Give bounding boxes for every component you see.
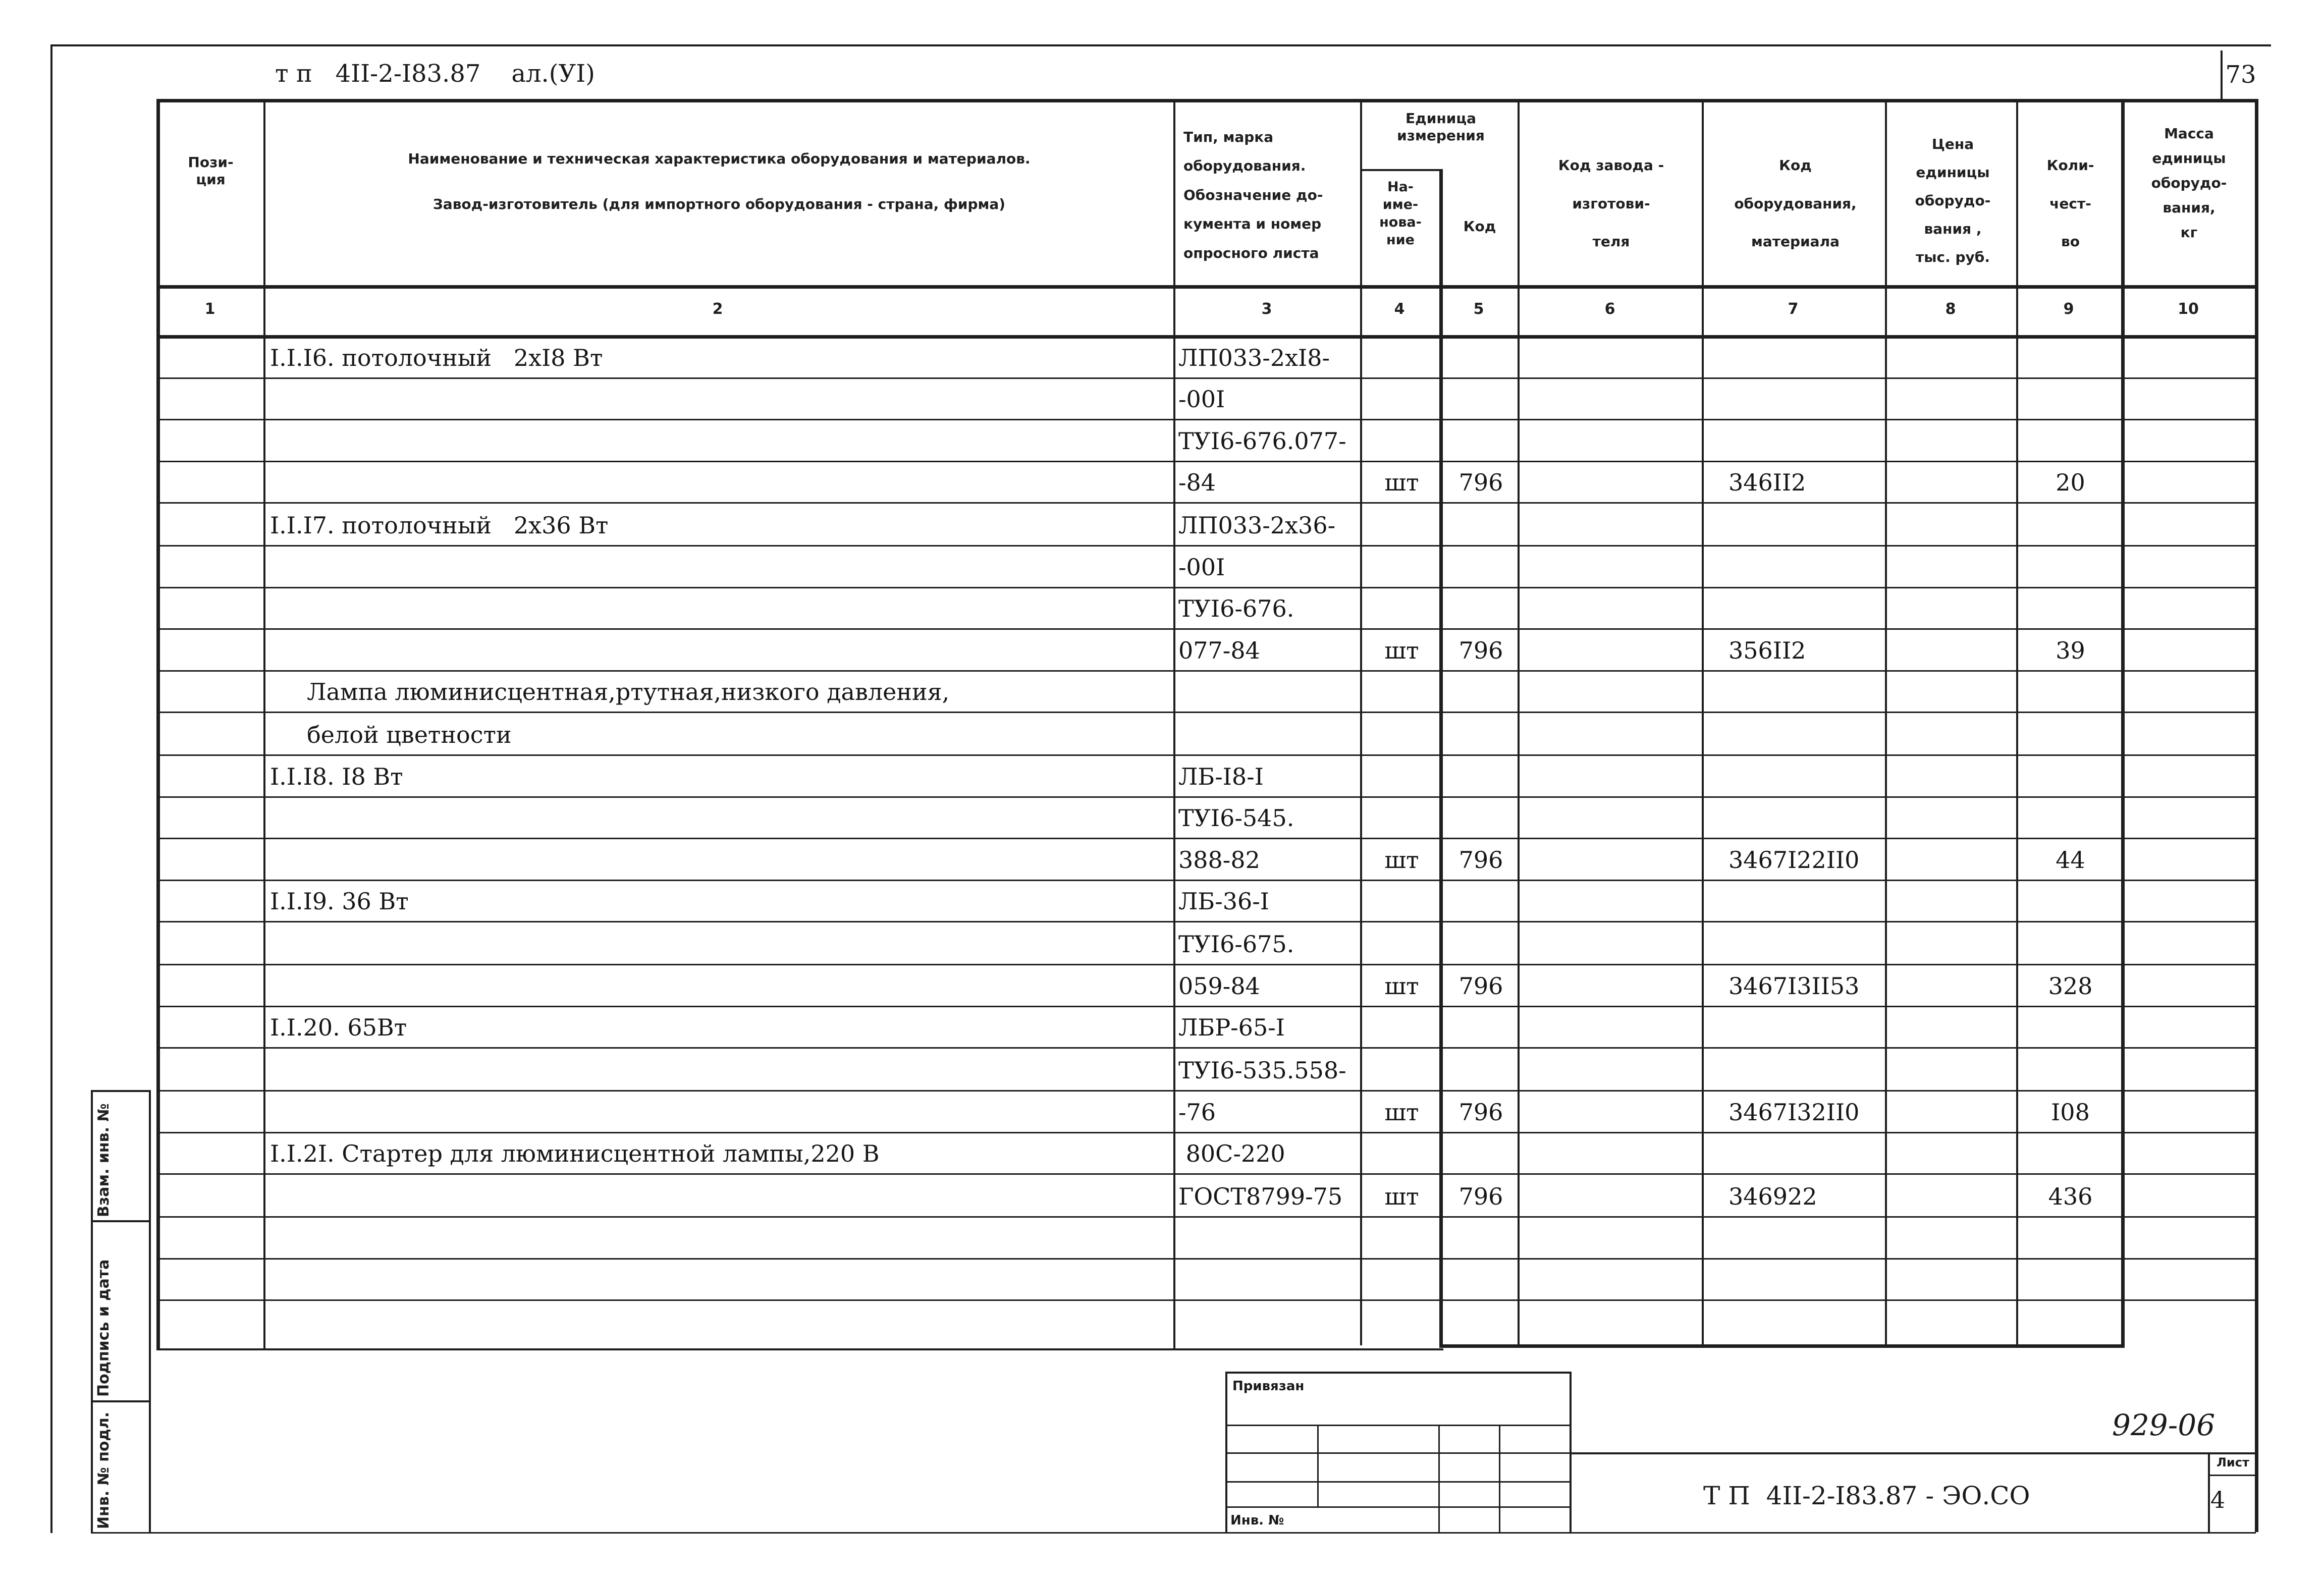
- label-vzam-inv: Взам. инв. №: [95, 1103, 113, 1217]
- row-type-mark: ЛБР-65-I: [1178, 1014, 1285, 1041]
- row-type-mark: 059-84: [1178, 972, 1260, 1000]
- row-type-mark: ГОСТ8799-75: [1178, 1183, 1343, 1210]
- row-name: I.I.20. 65Вт: [270, 1014, 407, 1041]
- label-inv-podl: Инв. № подл.: [95, 1411, 113, 1529]
- row-equipment-code: 3467I22II0: [1728, 846, 1860, 874]
- row-type-mark: ЛБ-36-I: [1178, 888, 1269, 915]
- row-equipment-code: 3467I32II0: [1728, 1099, 1860, 1126]
- doc-top-code: т п 4II-2-I83.87 ал.(УI): [275, 60, 595, 88]
- row-quantity: 328: [2048, 972, 2093, 1000]
- col-header-price: Цена единицы оборудо- вания , тыс. руб.: [1915, 136, 1991, 265]
- sheet-label: Лист: [2217, 1455, 2249, 1469]
- row-type-mark: ТУI6-545.: [1178, 804, 1294, 832]
- column-number: 7: [1788, 300, 1799, 318]
- row-quantity: 44: [2056, 846, 2085, 874]
- row-unit: шт: [1384, 1183, 1419, 1210]
- handwritten-number: 929-06: [2112, 1408, 2215, 1442]
- row-equipment-code: 346922: [1728, 1183, 1817, 1210]
- column-number: 10: [2178, 300, 2199, 318]
- col-header-plant-code: Код завода - изготови- теля: [1558, 157, 1664, 250]
- col-header-equipment-code: Код оборудования, материала: [1734, 157, 1857, 250]
- row-quantity: 39: [2056, 637, 2085, 664]
- row-unit: шт: [1384, 469, 1419, 496]
- sheet-number: 4: [2210, 1486, 2226, 1513]
- row-type-mark: ЛП033-2хI8-: [1178, 344, 1330, 371]
- stamp-inv-no: Инв. №: [1230, 1513, 1284, 1528]
- column-number: 4: [1394, 300, 1405, 318]
- row-unit: шт: [1384, 1099, 1419, 1126]
- doc-code: Т П 4II-2-I83.87 - ЭО.СО: [1703, 1481, 2030, 1510]
- row-type-mark: -00I: [1178, 554, 1225, 581]
- table-row: [156, 1216, 2256, 1258]
- row-equipment-code: 346II2: [1728, 469, 1806, 496]
- row-unit-code: 796: [1458, 972, 1503, 1000]
- row-unit: шт: [1384, 637, 1419, 664]
- row-name: I.I.I6. потолочный 2хI8 Вт: [270, 344, 603, 371]
- row-equipment-code: 356II2: [1728, 637, 1806, 664]
- column-number: 5: [1473, 300, 1484, 318]
- column-number: 9: [2063, 300, 2074, 318]
- col-header-position: Пози- ция: [188, 154, 234, 188]
- row-type-mark: ТУI6-676.: [1178, 595, 1294, 622]
- table-row: [156, 1258, 2256, 1299]
- row-unit-code: 796: [1458, 846, 1503, 874]
- column-number: 8: [1945, 300, 1956, 318]
- row-type-mark: 388-82: [1178, 846, 1260, 874]
- col-header-mass: Масса единицы оборудо- вания, кг: [2151, 125, 2227, 241]
- col-header-manufacturer: Завод-изготовитель (для импортного оборудования - страна, фирма): [433, 196, 1006, 212]
- col-header-unit-code: Код: [1463, 218, 1496, 235]
- column-number: 6: [1604, 300, 1615, 318]
- row-type-mark: 80С-220: [1178, 1140, 1285, 1167]
- row-unit: шт: [1384, 846, 1419, 874]
- row-equipment-code: 3467I3II53: [1728, 972, 1860, 1000]
- column-number: 1: [204, 300, 215, 318]
- col-header-unit-name: На- име- нова- ние: [1379, 179, 1422, 248]
- row-name: I.I.I8. I8 Вт: [270, 763, 403, 790]
- stamp-privyazan: Привязан: [1232, 1379, 1305, 1394]
- table-row: [156, 1299, 2256, 1348]
- row-type-mark: ТУI6-676.077-: [1178, 427, 1346, 455]
- row-quantity: 20: [2056, 469, 2085, 496]
- row-name: I.I.I9. 36 Вт: [270, 888, 409, 915]
- row-quantity: I08: [2051, 1099, 2090, 1126]
- row-name: Лампа люминисцентная,ртутная,низкого давления,: [270, 678, 950, 705]
- row-name: I.I.I7. потолочный 2х36 Вт: [270, 512, 609, 539]
- row-type-mark: 077-84: [1178, 637, 1260, 664]
- row-name: белой цветности: [270, 721, 512, 748]
- row-type-mark: -76: [1178, 1099, 1216, 1126]
- row-type-mark: ТУI6-535.558-: [1178, 1057, 1346, 1084]
- col-header-unit: Единица измерения: [1397, 110, 1485, 144]
- row-quantity: 436: [2048, 1183, 2093, 1210]
- row-type-mark: -00I: [1178, 386, 1225, 413]
- column-number: 3: [1261, 300, 1272, 318]
- row-type-mark: ЛБ-I8-I: [1178, 763, 1264, 790]
- row-unit-code: 796: [1458, 1183, 1503, 1210]
- row-unit-code: 796: [1458, 1099, 1503, 1126]
- col-header-type: Тип, марка оборудования. Обозначение до- кумента и номер опросного листа: [1183, 129, 1323, 261]
- row-type-mark: ТУI6-675.: [1178, 931, 1294, 958]
- row-unit-code: 796: [1458, 469, 1503, 496]
- col-header-quantity: Коли- чест- во: [2046, 157, 2094, 250]
- column-number: 2: [712, 300, 723, 318]
- row-name: I.I.2I. Стартер для люминисцентной лампы,220 В: [270, 1140, 880, 1167]
- row-type-mark: ЛП033-2х36-: [1178, 512, 1336, 539]
- page-number: 73: [2225, 61, 2256, 89]
- col-header-name: Наименование и техническая характеристика оборудования и материалов.: [408, 150, 1031, 167]
- row-unit: шт: [1384, 972, 1419, 1000]
- label-podpis-data: Подпись и дата: [95, 1259, 113, 1397]
- row-unit-code: 796: [1458, 637, 1503, 664]
- row-type-mark: -84: [1178, 469, 1216, 496]
